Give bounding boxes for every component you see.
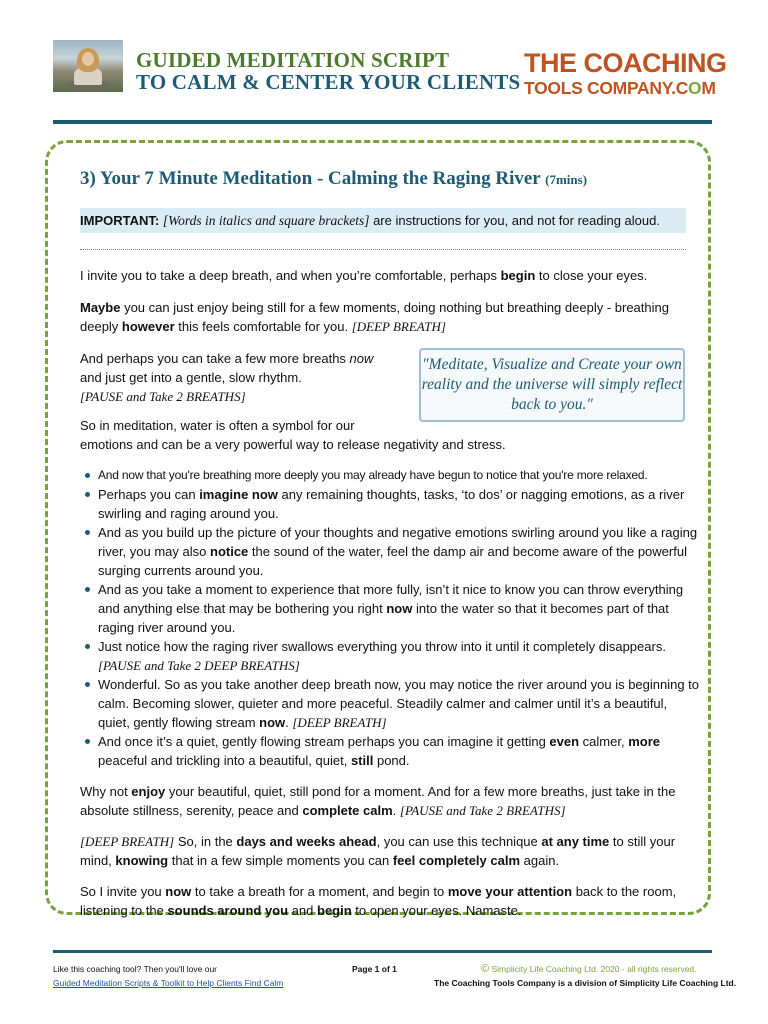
paragraph-water-symbol: So in meditation, water is often a symbol for our emotions and can be a very powerful way to release negativity and stress. — [80, 418, 506, 452]
page-number: Page 1 of 1 — [352, 964, 397, 974]
paragraph-invite: I invite you to take a deep breath, and when you’re comfortable, perhaps begin to close your eyes. — [80, 268, 648, 283]
dotted-divider — [80, 249, 686, 250]
paragraph-enjoy-pond: Why not enjoy your beautiful, quiet, still pond for a moment. And for a few more breaths, just take in the absolute stillness, serenity, peace and complete calm. [PAUSE and Take 2 BREATHS] — [80, 784, 676, 818]
toolkit-link[interactable]: Guided Meditation Scripts & Toolkit to Help Clients Find Calm — [53, 978, 284, 988]
doc-title-line2: TO CALM & CENTER YOUR CLIENTS — [136, 70, 521, 94]
copyright-notice: © Simplicity Life Coaching Ltd. 2020 - all rights reserved. — [481, 963, 697, 975]
list-item: Perhaps you can imagine now any remaining thoughts, tasks, ‘to dos’ or nagging emotions, as a river swirling and raging around you. — [80, 485, 700, 523]
section-heading: 3) Your 7 Minute Meditation - Calming the Raging River (7mins) — [80, 168, 588, 189]
list-item: Wonderful. So as you take another deep breath now, you may notice the river around you is beginning to calm. Becoming slower, quieter and more peaceful. Steadily calmer and calmer until it’s a beautiful, quiet, gently flowing stream now. [DEEP BREATH] — [80, 675, 700, 732]
company-logo-line2: TOOLS COMPANY.COM — [524, 78, 716, 98]
doc-title-line1: GUIDED MEDITATION SCRIPT — [136, 48, 450, 72]
important-note: IMPORTANT: [Words in italics and square brackets] are instructions for you, and not for reading aloud. — [80, 208, 686, 233]
meditation-steps-list — [80, 466, 700, 770]
list-item: Just notice how the raging river swallows everything you throw into it until it completely disappears. [PAUSE and Take 2 DEEP BREATHS] — [80, 637, 700, 675]
header-divider — [53, 120, 712, 124]
list-item: And now that you're breathing more deeply you may already have begun to notice that you're more relaxed. — [80, 466, 700, 485]
paragraph-days-ahead: [DEEP BREATH] So, in the days and weeks ahead, you can use this technique at any time to still your mind, knowing that in a few simple moments you can feel completely calm again. — [80, 834, 676, 868]
list-item: And once it’s a quiet, gently flowing stream perhaps you can imagine it getting even calmer, more peaceful and trickling into a beautiful, quiet, still pond. — [80, 732, 700, 770]
header-photo — [53, 40, 123, 92]
paragraph-more-breaths: And perhaps you can take a few more breaths now and just get into a gentle, slow rhythm. [PAUSE and Take 2 BREATHS] — [80, 351, 374, 404]
list-item: And as you build up the picture of your thoughts and negative emotions swirling around you like a raging river, you may also notice the sound of the water, feel the damp air and become aware of the powerful surging currents around you. — [80, 523, 700, 580]
paragraph-closing: So I invite you now to take a breath for a moment, and begin to move your attention back to the room, listening to the sounds around you and begin to open your eyes. Namaste. — [80, 884, 677, 918]
footer-promo-text: Like this coaching tool? Then you'll love our — [53, 964, 218, 974]
footer-divider — [53, 950, 712, 953]
paragraph-maybe: Maybe you can just enjoy being still for a few moments, doing nothing but breathing deeply - breathing deeply however this feels comfortable for you. [DEEP BREATH] — [80, 300, 669, 334]
quote-box: "Meditate, Visualize and Create your own reality and the universe will simply reflect back to you." — [419, 348, 685, 422]
division-notice: The Coaching Tools Company is a division of Simplicity Life Coaching Ltd. — [434, 978, 737, 988]
company-logo-line1: THE COACHING — [524, 48, 727, 78]
list-item: And as you take a moment to experience that more fully, isn’t it nice to know you can throw everything and anything else that may be bothering you right now into the water so that it becomes part of that raging river around you. — [80, 580, 700, 637]
